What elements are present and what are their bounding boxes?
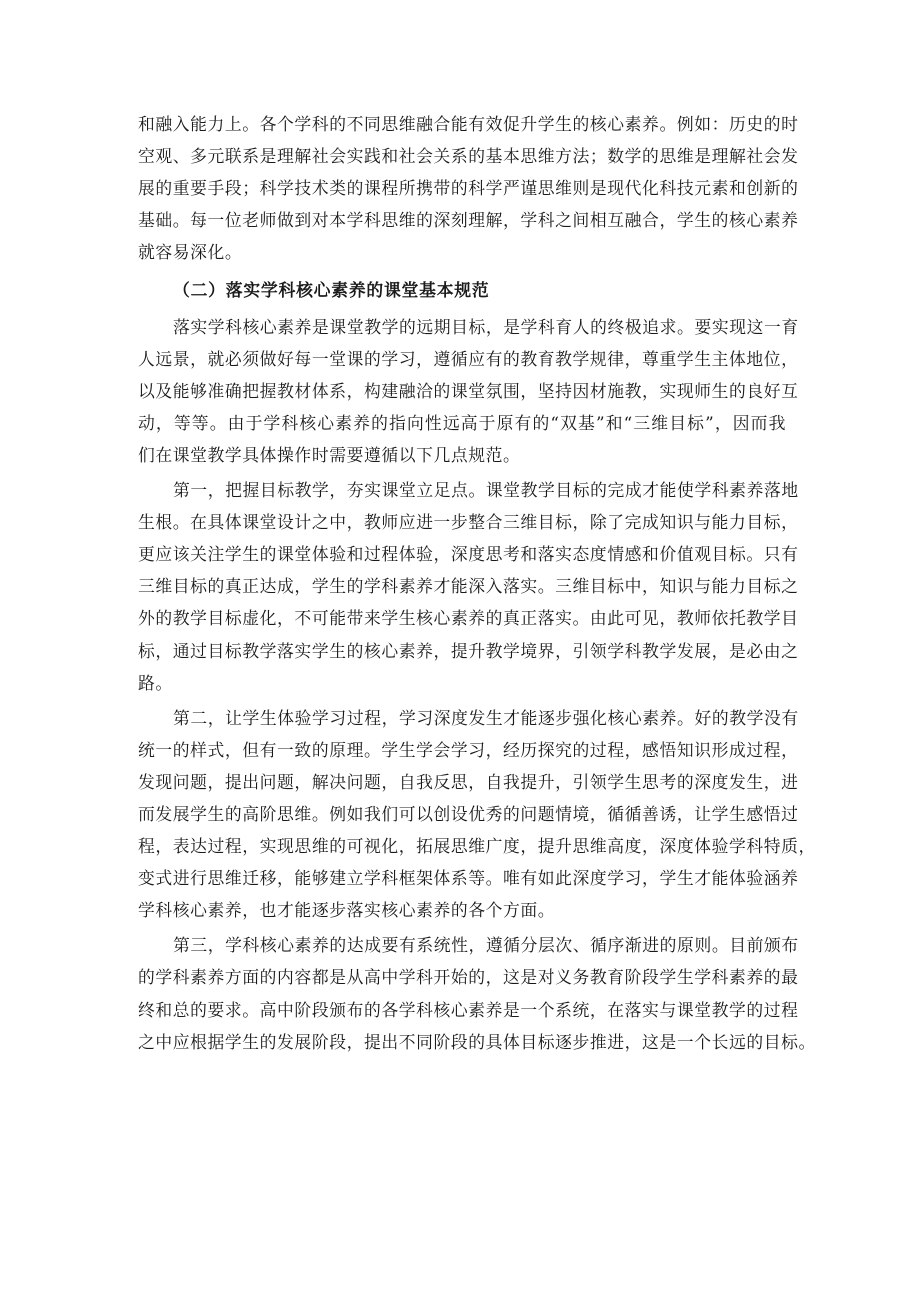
text-line: 的学科素养方面的内容都是从高中学科开始的，这是对义务教育阶段学生学科素养的最	[138, 967, 799, 988]
paragraph-second	[138, 702, 816, 927]
text-line: 发现问题，提出问题，解决问题，自我反思，自我提升，引领学生思考的深度发生，进	[138, 771, 799, 792]
text-line: 落实学科核心素养是课堂教学的远期目标，是学科育人的终极追求。要实现这一育	[173, 316, 799, 337]
document-page	[138, 108, 816, 1058]
section-heading: （二）落实学科核心素养的课堂基本规范	[173, 280, 490, 301]
text-line: 三维目标的真正达成，学生的学科素养才能深入落实。三维目标中，知识与能力目标之	[138, 576, 799, 597]
text-line: 和融入能力上。各个学科的不同思维融合能有效促升学生的核心素养。例如：历史的时	[138, 114, 799, 134]
text-line: 动，等等。由于学科核心素养的指向性远高于原有的“双基”和“三维目标”，因而我	[138, 412, 786, 433]
text-line: 终和总的要求。高中阶段颁布的各学科核心素养是一个系统，在落实与课堂教学的过程	[138, 999, 799, 1020]
text-line: 统一的样式，但有一致的原理。学生学会学习，经历探究的过程，感悟知识形成过程，	[138, 739, 799, 760]
text-line: 就容易深化。	[138, 242, 243, 263]
text-line: 变式进行思维迁移，能够建立学科框架体系等。唯有如此深度学习，学生才能体验涵养	[138, 868, 799, 889]
text-line: 而发展学生的高阶思维。例如我们可以创设优秀的问题情境，循循善诱，让学生感悟过	[138, 803, 799, 824]
text-line: 程，表达过程，实现思维的可视化，拓展思维广度，提升思维高度，深度体验学科特质，	[138, 836, 816, 857]
text-line: 们在课堂教学具体操作时需要遵循以下几点规范。	[138, 444, 521, 465]
text-line: 第一，把握目标教学，夯实课堂立足点。课堂教学目标的完成才能使学科素养落地	[173, 480, 799, 501]
text-line: 之中应根据学生的发展阶段，提出不同阶段的具体目标逐步推进，这是一个长远的目标。	[138, 1031, 816, 1052]
paragraph-continuation	[138, 108, 799, 268]
text-line: 学科核心素养，也才能逐步落实核心素养的各个方面。	[138, 900, 556, 921]
text-line: 生根。在具体课堂设计之中，教师应进一步整合三维目标，除了完成知识与能力目标，	[138, 512, 799, 533]
text-line: 展的重要手段；科学技术类的课程所携带的科学严谨思维则是现代化科技元素和创新的	[138, 178, 799, 199]
text-line: 以及能够准确把握教材体系，构建融洽的课堂氛围，坚持因材施教，实现师生的良好互	[138, 380, 799, 401]
text-line: 更应该关注学生的课堂体验和过程体验，深度思考和落实态度情感和价值观目标。只有	[138, 544, 799, 565]
text-line: 人远景，就必须做好每一堂课的学习，遵循应有的教育教学规律，尊重学生主体地位，	[138, 348, 799, 369]
paragraph-intro	[138, 311, 799, 471]
paragraph-third	[138, 929, 816, 1057]
text-line: 外的教学目标虚化，不可能带来学生核心素养的真正落实。由此可见，教师依托教学目	[138, 608, 799, 629]
text-line: 第二，让学生体验学习过程，学习深度发生才能逐步强化核心素养。好的教学没有	[173, 707, 799, 728]
paragraph-first	[138, 474, 799, 699]
text-line: 第三，学科核心素养的达成要有系统性，遵循分层次、循序渐进的原则。目前颁布	[173, 935, 799, 956]
text-line: 路。	[138, 672, 173, 693]
text-line: 空观、多元联系是理解社会实践和社会关系的基本思维方法；数学的思维是理解社会发	[138, 146, 799, 167]
text-line: 标，通过目标教学落实学生的核心素养，提升教学境界，引领学科教学发展，是必由之	[138, 640, 799, 661]
text-line: 基础。每一位老师做到对本学科思维的深刻理解，学科之间相互融合，学生的核心素养	[138, 210, 799, 231]
